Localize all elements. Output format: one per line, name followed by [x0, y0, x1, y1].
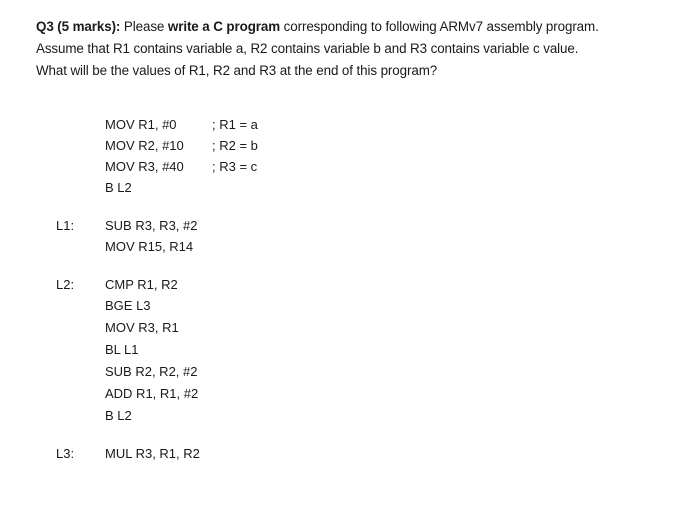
code-instruction: BGE L3: [105, 298, 151, 313]
code-instruction: MOV R3, #40: [105, 159, 184, 174]
code-comment: ; R3 = c: [212, 159, 258, 174]
question-line-3: What will be the values of R1, R2 and R3 at the end of this program?: [36, 63, 438, 78]
code-instruction: BL L1: [105, 342, 139, 357]
code-instruction: MOV R1, #0: [105, 117, 177, 132]
code-instruction: SUB R3, R3, #2: [105, 218, 198, 233]
code-instruction: MOV R3, R1: [105, 320, 179, 335]
code-instruction: CMP R1, R2: [105, 277, 178, 292]
code-comment: ; R1 = a: [212, 117, 258, 132]
code-instruction: MOV R15, R14: [105, 239, 194, 254]
code-instruction: SUB R2, R2, #2: [105, 364, 198, 379]
code-instruction: B L2: [105, 180, 132, 195]
question-emphasis: write a C program: [167, 19, 281, 34]
code-instruction: ADD R1, R1, #2: [105, 386, 199, 401]
question-line-2: Assume that R1 contains variable a, R2 contains variable b and R3 contains variable c value.: [36, 41, 579, 56]
code-label: L3:: [56, 446, 75, 461]
question-text-part-1: Please: [120, 19, 168, 34]
code-instruction: MUL R3, R1, R2: [105, 446, 200, 461]
code-instruction: MOV R2, #10: [105, 138, 184, 153]
code-label: L1:: [56, 218, 75, 233]
question-number: Q3 (5 marks):: [36, 19, 121, 34]
code-instruction: B L2: [105, 408, 132, 423]
question-text-part-2: corresponding to following ARMv7 assembly program.: [280, 19, 599, 34]
code-label: L2:: [56, 277, 75, 292]
code-comment: ; R2 = b: [212, 138, 258, 153]
